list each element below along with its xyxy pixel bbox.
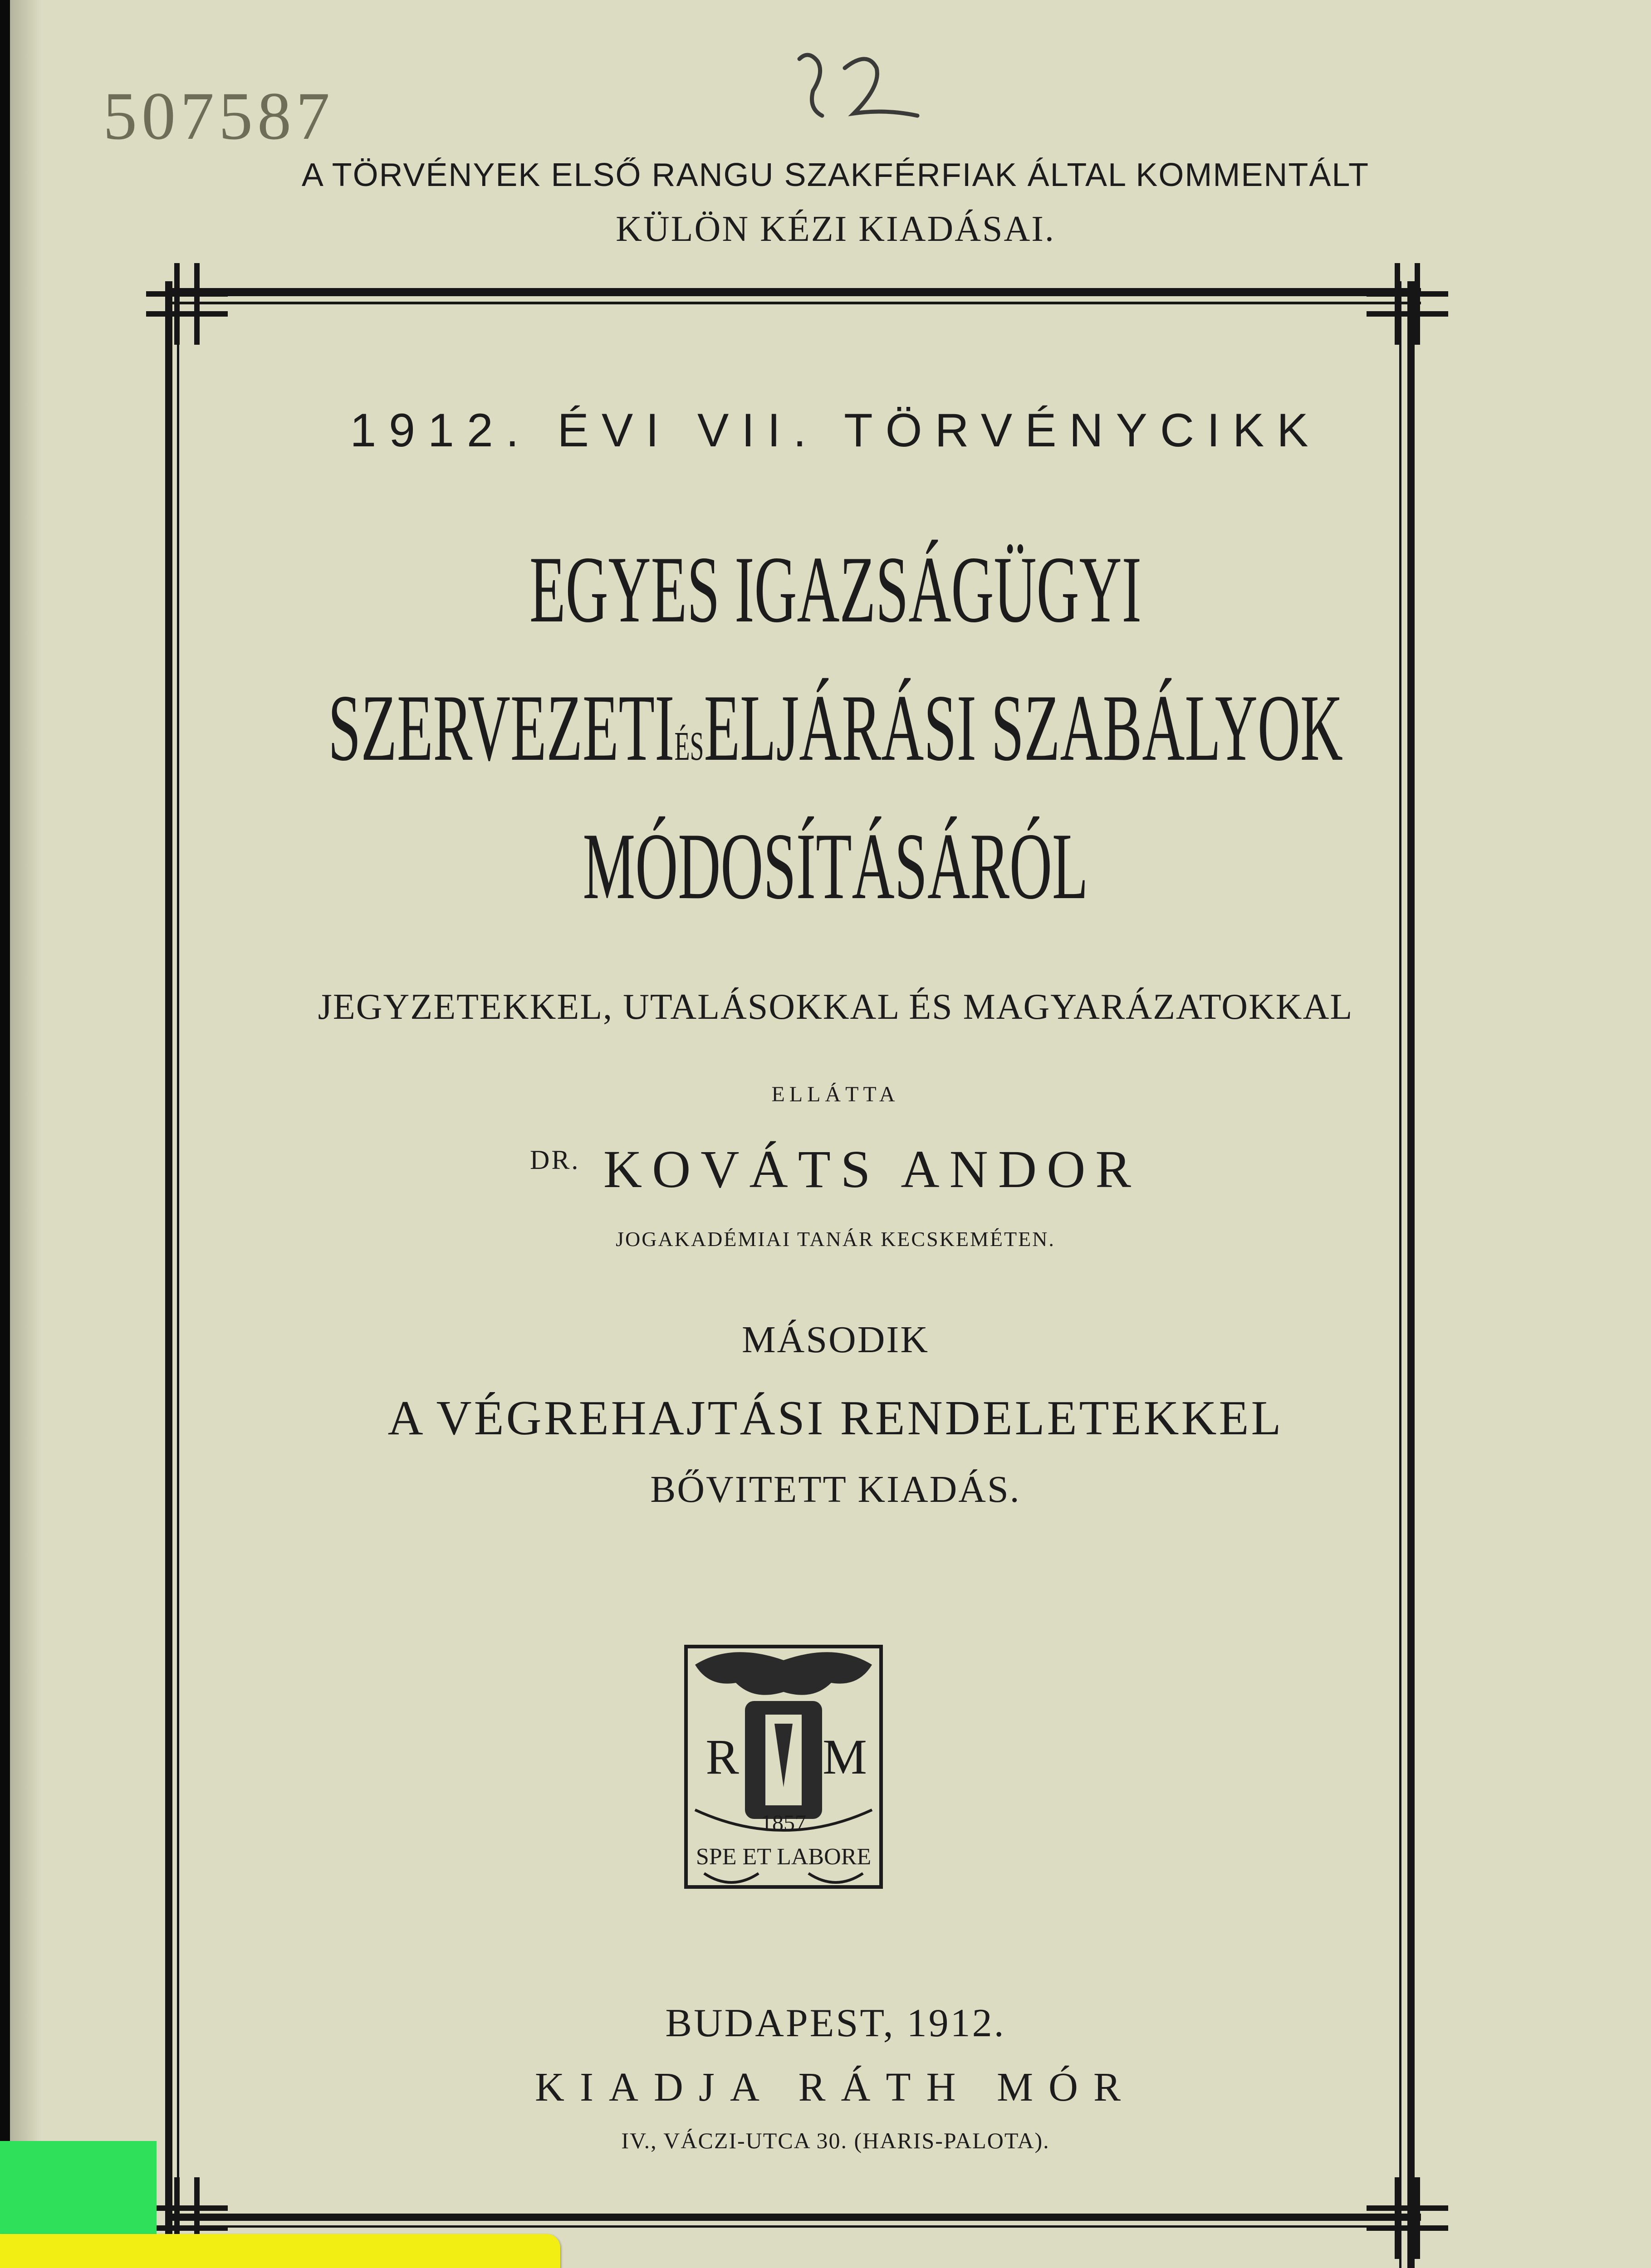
title-line-1: EGYES IGAZSÁGÜGYI bbox=[529, 537, 1141, 642]
law-reference: 1912. ÉVI VII. TÖRVÉNYCIKK bbox=[350, 404, 1321, 457]
page-edge-shadow bbox=[10, 0, 42, 2268]
library-color-tab bbox=[0, 2141, 157, 2250]
edition-line-3: BŐVITETT KIADÁS. bbox=[650, 1468, 1021, 1510]
edition-line-1: MÁSODIK bbox=[741, 1319, 930, 1361]
library-shelf-number bbox=[38, 2234, 462, 2268]
edition-line-2: A VÉGREHAJTÁSI RENDELETEKKEL bbox=[387, 1391, 1284, 1445]
author-line bbox=[10, 1139, 1651, 1200]
title-line-3: MÓDOSÍTÁSÁRÓL bbox=[583, 814, 1088, 919]
author-position: JOGAKADÉMIAI TANÁR KECSKEMÉTEN. bbox=[616, 1227, 1055, 1251]
title-line-2-part-a: SZERVEZETI bbox=[328, 675, 675, 781]
library-shelf-label bbox=[0, 2234, 560, 2268]
frame-right-rule bbox=[1407, 281, 1415, 2268]
imprint-city-year: BUDAPEST, 1912. bbox=[665, 2001, 1006, 2045]
corner-ornament-bottom-right bbox=[1367, 2177, 1448, 2259]
frame-top-rule-thin bbox=[169, 302, 1421, 304]
frame-left-rule bbox=[165, 281, 172, 2236]
frame-right-rule-thin bbox=[1399, 281, 1401, 2268]
imprint-address: IV., VÁCZI-UTCA 30. (HARIS-PALOTA). bbox=[621, 2128, 1050, 2153]
prepared-by-label: ELLÁTTA bbox=[771, 1082, 900, 1106]
corner-ornament-top-right bbox=[1367, 263, 1448, 345]
handwritten-mark bbox=[781, 41, 931, 132]
book-cover bbox=[10, 0, 1651, 2268]
series-line-1: A TÖRVÉNYEK ELSŐ RANGU SZAKFÉRFIAK ÁLTAL KOMMENTÁLT bbox=[301, 157, 1370, 193]
frame-bottom-rule bbox=[169, 2214, 1421, 2221]
accession-stamp: 507587 bbox=[103, 78, 334, 154]
logo-year: 1857 bbox=[761, 1810, 806, 1835]
subtitle: JEGYZETEKKEL, UTALÁSOKKAL ÉS MAGYARÁZATOKKAL bbox=[318, 987, 1353, 1027]
author-name: KOVÁTS ANDOR bbox=[603, 1139, 1141, 1199]
corner-ornament-top-left bbox=[146, 263, 228, 345]
title-line-2-conjunction: ÉS bbox=[674, 724, 704, 769]
logo-letter-right: M bbox=[823, 1729, 867, 1784]
imprint-publisher: KIADJA RÁTH MÓR bbox=[534, 2065, 1137, 2110]
publisher-logo bbox=[677, 1637, 890, 1896]
logo-motto: SPE ET LABORE bbox=[696, 1844, 872, 1870]
series-line-2: KÜLÖN KÉZI KIADÁSAI. bbox=[616, 209, 1055, 249]
title-line-2-part-c: ELJÁRÁSI SZABÁLYOK bbox=[704, 675, 1343, 781]
author-prefix: DR. bbox=[530, 1145, 580, 1175]
logo-letter-left: R bbox=[705, 1729, 739, 1784]
frame-bottom-rule-thin bbox=[169, 2225, 1421, 2228]
frame-top-rule bbox=[169, 288, 1421, 296]
title-line-2 bbox=[323, 674, 1347, 783]
frame-left-rule-thin bbox=[177, 281, 179, 2236]
